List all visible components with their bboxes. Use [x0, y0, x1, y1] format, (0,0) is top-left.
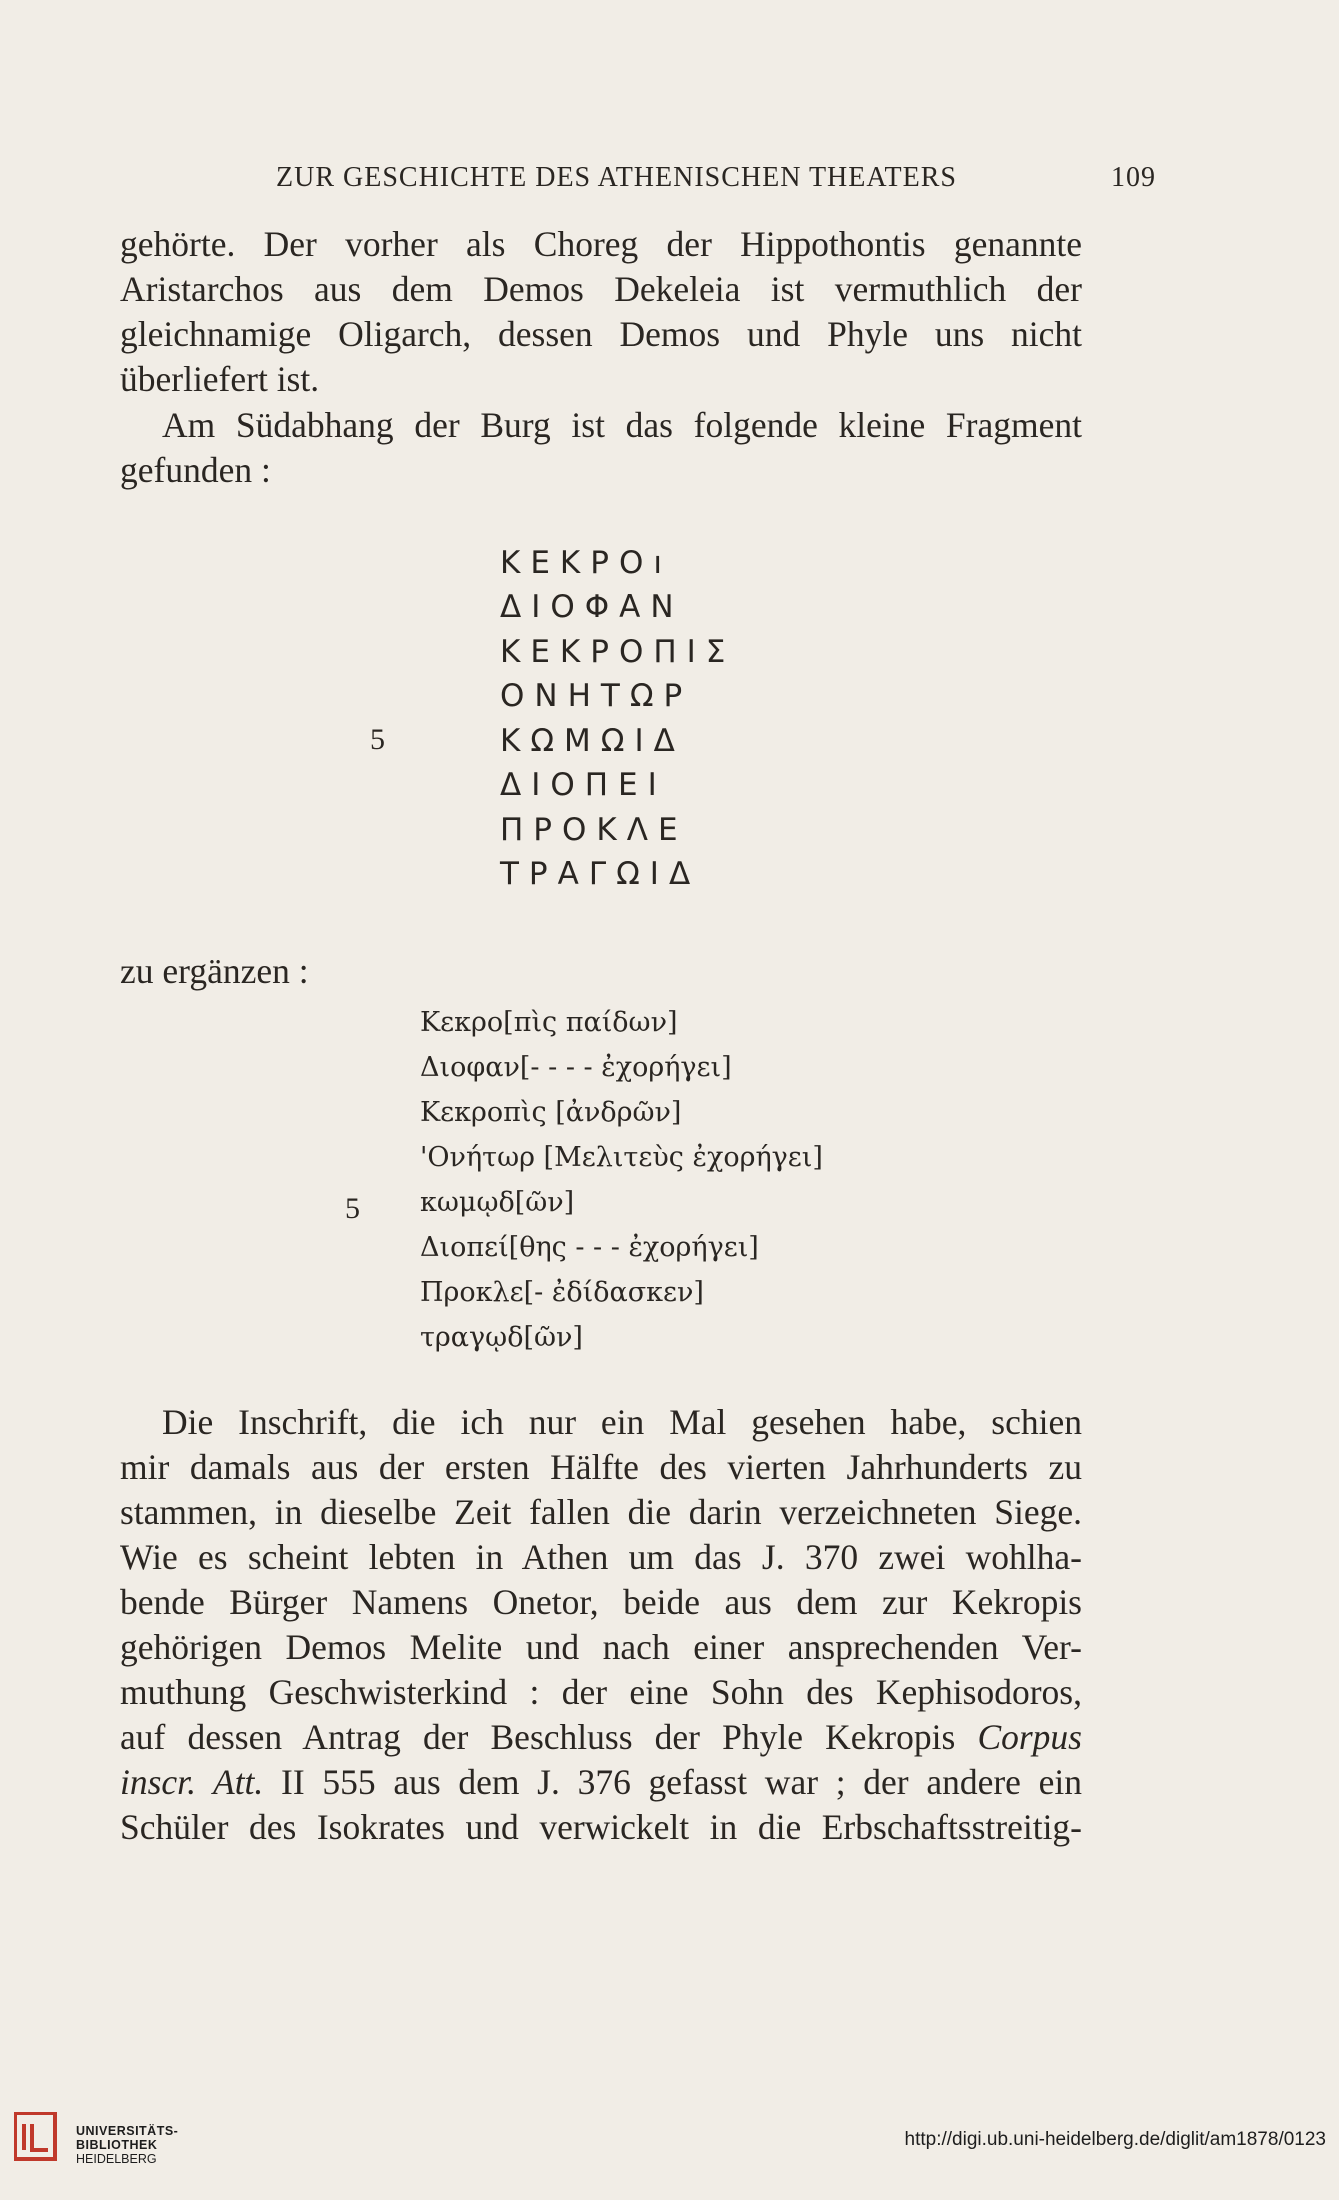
paragraph-3 — [120, 1400, 1082, 1850]
library-name-line: BIBLIOTHEK — [76, 2138, 158, 2152]
text-line: muthung Geschwisterkind : der eine Sohn des Kephisodoros, — [120, 1672, 1082, 1712]
inscription-line: ΠΡΟΚΛΕ — [500, 812, 688, 848]
text-segment: auf dessen Antrag der Beschluss der Phyle Kekropis — [120, 1717, 956, 1757]
text-line: stammen, in dieselbe Zeit fallen die darin verzeichneten Siege. — [120, 1492, 1082, 1532]
paragraph-2 — [120, 403, 1082, 493]
inscription-line: ΚΕΚΡΟΠΙΣ — [500, 634, 736, 670]
text-line: überliefert ist. — [120, 359, 320, 399]
inscription-line: ΔΙΟΦΑΝ — [500, 589, 684, 625]
inscription-line: ΚΕΚΡΟı — [500, 545, 672, 581]
library-name — [76, 2124, 178, 2166]
inscription-line: ΔΙΟΠΕΙ — [500, 767, 667, 803]
supplement-line: Κεκρο[πὶς παίδων] — [420, 1007, 678, 1038]
text-line: Aristarchos aus dem Demos Dekeleia ist vermuthlich der — [120, 269, 1082, 309]
text-line: gehörte. Der vorher als Choreg der Hippothontis genannte — [120, 224, 1082, 264]
inscription-line: ΚΩΜΩΙΔ — [500, 723, 685, 759]
inscription-line: ΤΡΑΓΩΙΔ — [500, 856, 701, 892]
text-line: Wie es scheint lebten in Athen um das J. 370 zwei wohlha- — [120, 1537, 1082, 1577]
text-line: gehörigen Demos Melite und nach einer ansprechenden Ver- — [120, 1627, 1082, 1667]
text-segment: II 555 aus dem J. 376 gefasst war ; der andere ein — [281, 1762, 1082, 1802]
supplement-line: Διοφαν[- - - - ἐχορήγει] — [420, 1052, 732, 1083]
supplement-line: Κεκροπὶς [ἀνδρῶν] — [420, 1097, 682, 1128]
inscription-line-number: 5 — [370, 723, 385, 756]
supplement-line: 'Ονήτωρ [Μελιτεὺς ἐχορήγει] — [420, 1142, 823, 1173]
supplement-intro: zu ergänzen : — [120, 951, 309, 991]
text-line: Schüler des Isokrates und verwickelt in die Erbschaftsstreitig- — [120, 1807, 1082, 1847]
text-line — [120, 1715, 1082, 1760]
inscription-line: ΟΝΗΤΩΡ — [500, 678, 693, 714]
library-name-line: UNIVERSITÄTS- — [76, 2124, 179, 2138]
supplement-line: Προκλε[- ἐδίδασκεν] — [420, 1277, 704, 1308]
running-title: ZUR GESCHICHTE DES ATHENISCHEN THEATERS — [276, 162, 957, 193]
citation-title: inscr. Att. — [120, 1762, 264, 1802]
library-logo-icon — [14, 2112, 64, 2164]
text-line: mir damals aus der ersten Hälfte des vierten Jahrhunderts zu — [120, 1447, 1082, 1487]
text-line: bende Bürger Namens Onetor, beide aus dem zur Kekropis — [120, 1582, 1082, 1622]
text-line: gefunden : — [120, 450, 271, 490]
supplement-line: τραγῳδ[ῶν] — [420, 1322, 583, 1353]
citation-title: Corpus — [977, 1717, 1082, 1757]
library-name-line: HEIDELBERG — [76, 2152, 157, 2166]
source-url-link[interactable]: http://digi.ub.uni-heidelberg.de/diglit/am1878/0123 — [904, 2129, 1326, 2150]
text-line — [120, 1760, 1082, 1805]
page-number: 109 — [1111, 162, 1156, 193]
supplement-line: κωμῳδ[ῶν] — [420, 1187, 575, 1218]
text-line: gleichnamige Oligarch, dessen Demos und Phyle uns nicht — [120, 314, 1082, 354]
supplement-line-number: 5 — [345, 1192, 360, 1225]
text-line: Die Inschrift, die ich nur ein Mal gesehen habe, schien — [162, 1402, 1082, 1442]
supplement-line: Διοπεί[θης - - - ἐχορήγει] — [420, 1232, 759, 1263]
text-line: Am Südabhang der Burg ist das folgende kleine Fragment — [162, 405, 1082, 445]
paragraph-1 — [120, 222, 1082, 402]
